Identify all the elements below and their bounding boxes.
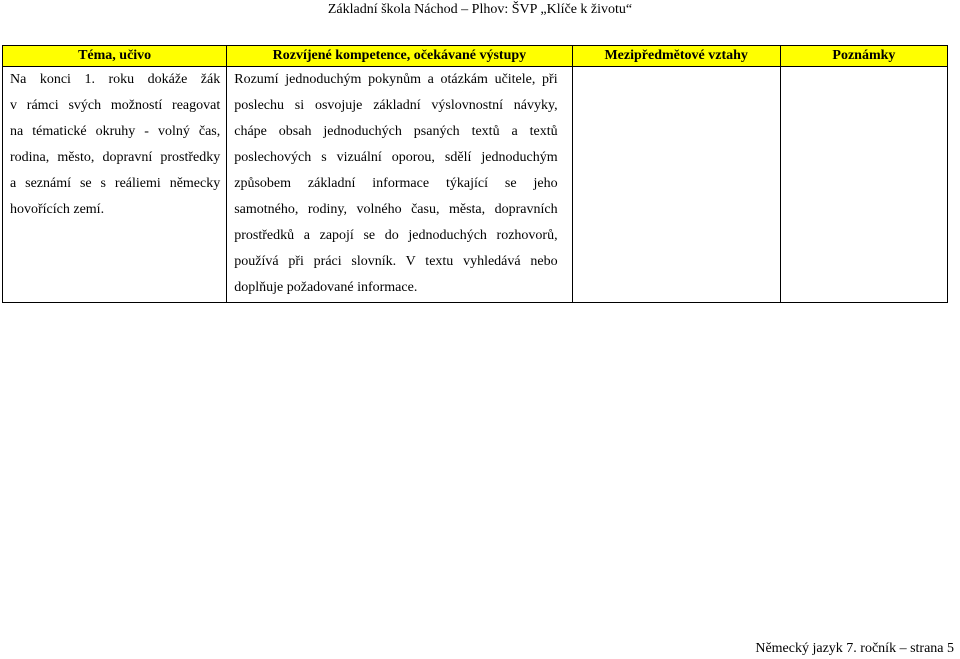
competence-line: způsobem základní informace týkající se jeho	[234, 176, 558, 191]
topic-line: Na konci 1. roku dokáže žák	[10, 72, 221, 87]
column-header-competence: Rozvíjené kompetence, očekávané výstupy	[227, 46, 572, 67]
competence-line: samotného, rodiny, volného času, města, dopravních	[234, 202, 558, 217]
topic-line: a seznámí se s reáliemi německy	[10, 176, 221, 191]
competence-line: používá při práci slovník. V textu vyhledává nebo	[234, 254, 558, 269]
notes-cell	[780, 67, 947, 303]
competence-line: Rozumí jednoduchým pokynům a otázkám učitele, při	[234, 72, 558, 87]
column-header-notes: Poznámky	[780, 46, 947, 67]
column-header-cross-curricular: Mezipředmětové vztahy	[572, 46, 780, 67]
cross-curricular-cell	[572, 67, 780, 303]
page-footer-label: Německý jazyk 7. ročník – strana 5	[755, 641, 954, 656]
competence-lines	[227, 67, 571, 301]
competence-line: chápe obsah jednoduchých psaných textů a textů	[234, 124, 558, 139]
table-row	[3, 67, 948, 303]
page-header	[0, 0, 960, 19]
topic-line: na tématické okruhy - volný čas,	[10, 124, 221, 139]
page-footer	[755, 640, 954, 658]
competence-cell	[227, 67, 572, 303]
curriculum-table	[2, 45, 948, 303]
page-header-title: Základní škola Náchod – Plhov: ŠVP „Klíče k životu“	[327, 2, 633, 17]
competence-line: prostředků a zapojí se do jednoduchých rozhovorů,	[234, 228, 558, 243]
topic-cell	[3, 67, 227, 303]
topic-line: hovořících zemí.	[10, 202, 105, 217]
table-header-row	[3, 46, 948, 67]
topic-line: v rámci svých možností reagovat	[10, 98, 221, 113]
topic-lines	[3, 67, 226, 223]
competence-line: poslechových s vizuální oporou, sdělí jednoduchým	[234, 150, 558, 165]
competence-line: doplňuje požadované informace.	[234, 280, 418, 295]
column-header-topic: Téma, učivo	[3, 46, 227, 67]
competence-line: poslechu si osvojuje základní výslovnostní návyky,	[234, 98, 558, 113]
topic-line: rodina, město, dopravní prostředky	[10, 150, 221, 165]
